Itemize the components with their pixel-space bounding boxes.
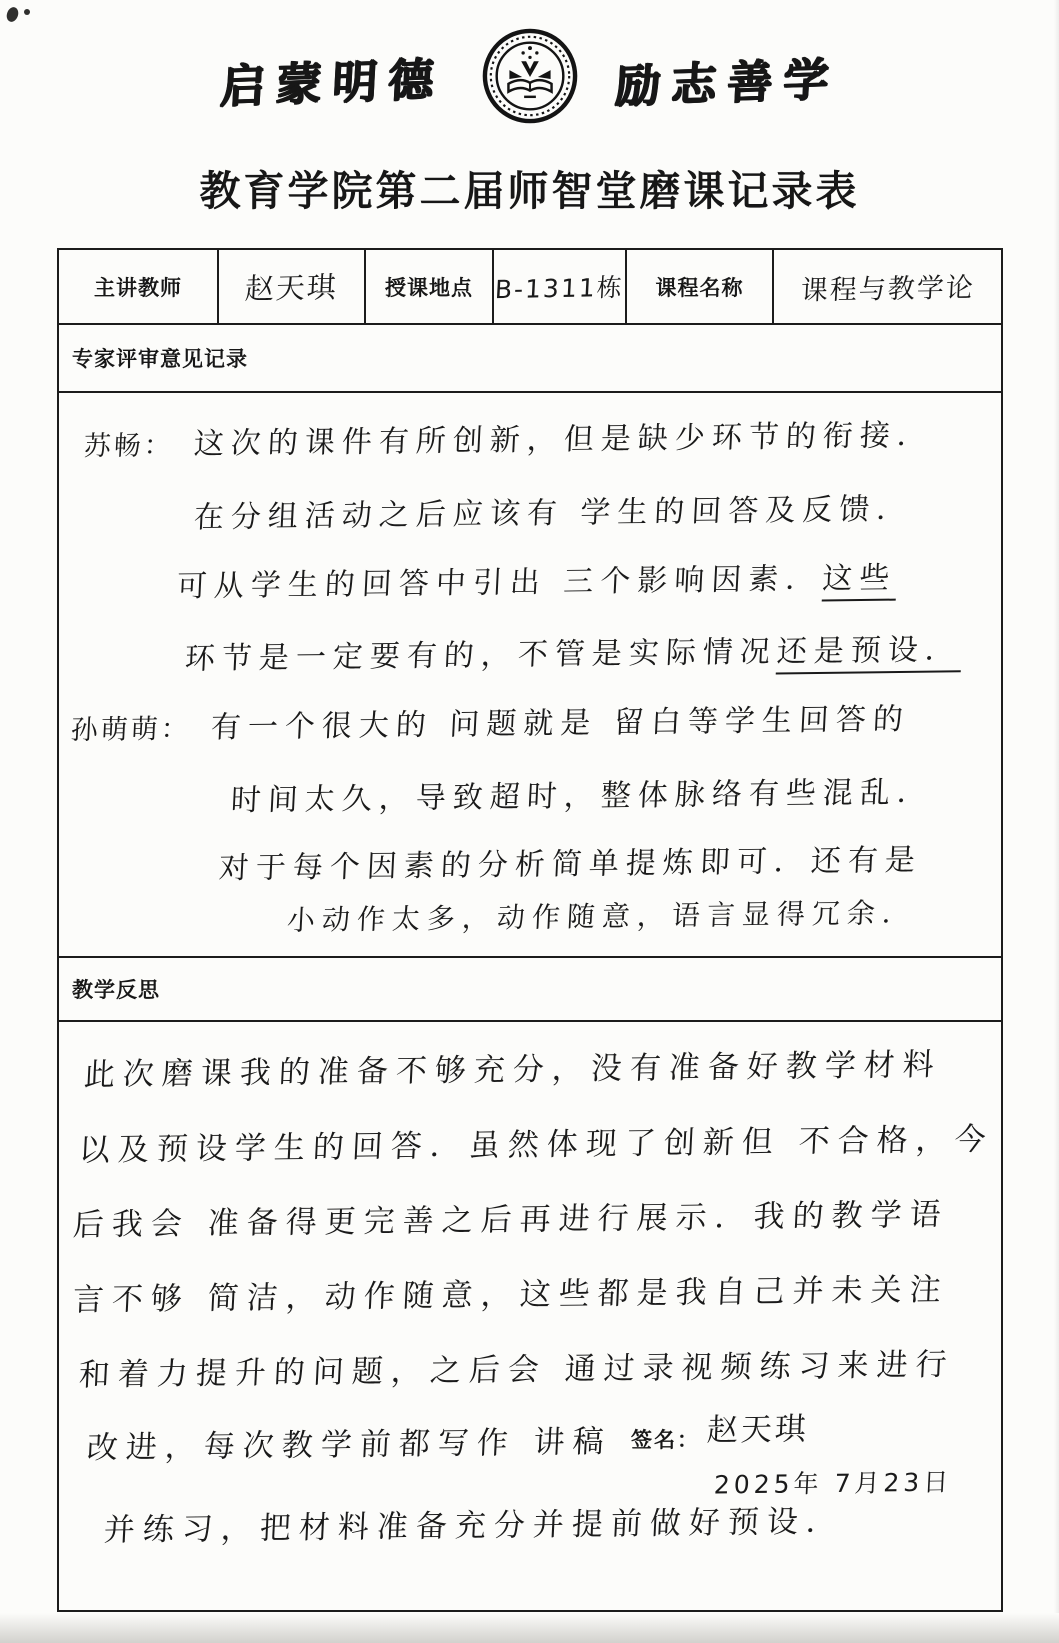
location-label: 授课地点: [366, 250, 494, 323]
info-row: [59, 250, 1001, 325]
record-table: [57, 248, 1003, 1612]
comment-text: 对于每个因素的分析简单提炼即可．还有是: [217, 842, 923, 887]
course-label: 课程名称: [627, 250, 774, 323]
comment-text: 这次的课件有所创新，但是缺少环节的衔接．: [192, 417, 935, 462]
signature-date: 2025年 7月23日: [713, 1467, 953, 1500]
comment-text-underlined: 这些: [821, 561, 897, 602]
motto-left: 启蒙明德: [219, 54, 446, 112]
teacher-label: 主讲教师: [59, 250, 219, 323]
comment-text-underlined: 还是预设．: [776, 632, 963, 674]
signature-label: 签名：: [631, 1429, 700, 1452]
scan-speck: [24, 9, 30, 15]
form-title: 教育学院第二届师智堂磨课记录表: [199, 168, 860, 214]
comment-text: 可从学生的回答中引出 三个影响因素．: [175, 561, 824, 605]
scan-edge-shadow: [0, 1613, 1059, 1643]
reflection-line: 和着力提升的问题，之后会 通过录视频练习来进行: [77, 1346, 956, 1394]
expert-comment-line: [230, 767, 935, 820]
reflection-line: 后我会 准备得更完善之后再进行展示．我的教学语: [71, 1196, 950, 1244]
college-seal-icon: [481, 26, 579, 131]
expert-comment-line: [193, 484, 915, 537]
expert-comment-line: [218, 835, 923, 888]
comment-text: 在分组活动之后应该有 学生的回答及反馈．: [192, 491, 915, 536]
comment-text: 有一个很大的 问题就是 留白等学生回答的: [209, 701, 911, 746]
motto-right: 励志善学: [613, 54, 840, 112]
reflection-line: 言不够 简洁，动作随意，这些都是我自己并未关注: [71, 1271, 950, 1319]
teacher-value-cell: [219, 250, 366, 323]
signature-handwritten-name: 赵天琪: [705, 1411, 810, 1449]
location-value-cell: [494, 250, 627, 323]
reflection-line: 改进，每次教学前都写作 讲稿: [85, 1423, 613, 1467]
comment-text: 环节是一定要有的，不管是实际情况: [184, 634, 778, 677]
reflection-line: 以及预设学生的回答．虽然体现了创新但 不合格，今: [77, 1121, 995, 1169]
expert-comment-line: [286, 891, 918, 939]
teacher-handwritten-value: 赵天琪: [244, 270, 339, 306]
expert-comments-area: [59, 393, 1001, 958]
reflection-line: 并练习，把材料准备充分并提前做好预设．: [102, 1503, 846, 1549]
course-handwritten-value: 课程与教学论: [799, 272, 976, 307]
scan-speck: [5, 6, 20, 24]
comment-text: 小动作太多，动作随意，语言显得冗余．: [286, 896, 918, 937]
expert-comment-line: [70, 694, 911, 748]
expert-comment-line: [83, 410, 935, 464]
reviewer-name: 苏畅：: [83, 430, 175, 463]
comment-text: 时间太久，导致超时，整体脉络有些混乱．: [229, 774, 935, 819]
expert-comment-line: [176, 553, 898, 606]
expert-comment-line: [184, 624, 963, 678]
course-value-cell: [774, 250, 1001, 323]
location-handwritten-value: B-1311栋: [494, 272, 625, 304]
reflection-line: 此次磨课我的准备不够充分，没有准备好教学材料: [82, 1046, 943, 1094]
reflection-section-header: 教学反思: [59, 958, 1001, 1022]
form-header: [0, 26, 1059, 131]
scan-edge-shadow: [1054, 0, 1059, 1643]
reflection-area: [59, 1022, 1001, 1606]
reviewer-name: 孙萌萌：: [70, 713, 192, 747]
expert-section-header: 专家评审意见记录: [59, 325, 1001, 393]
